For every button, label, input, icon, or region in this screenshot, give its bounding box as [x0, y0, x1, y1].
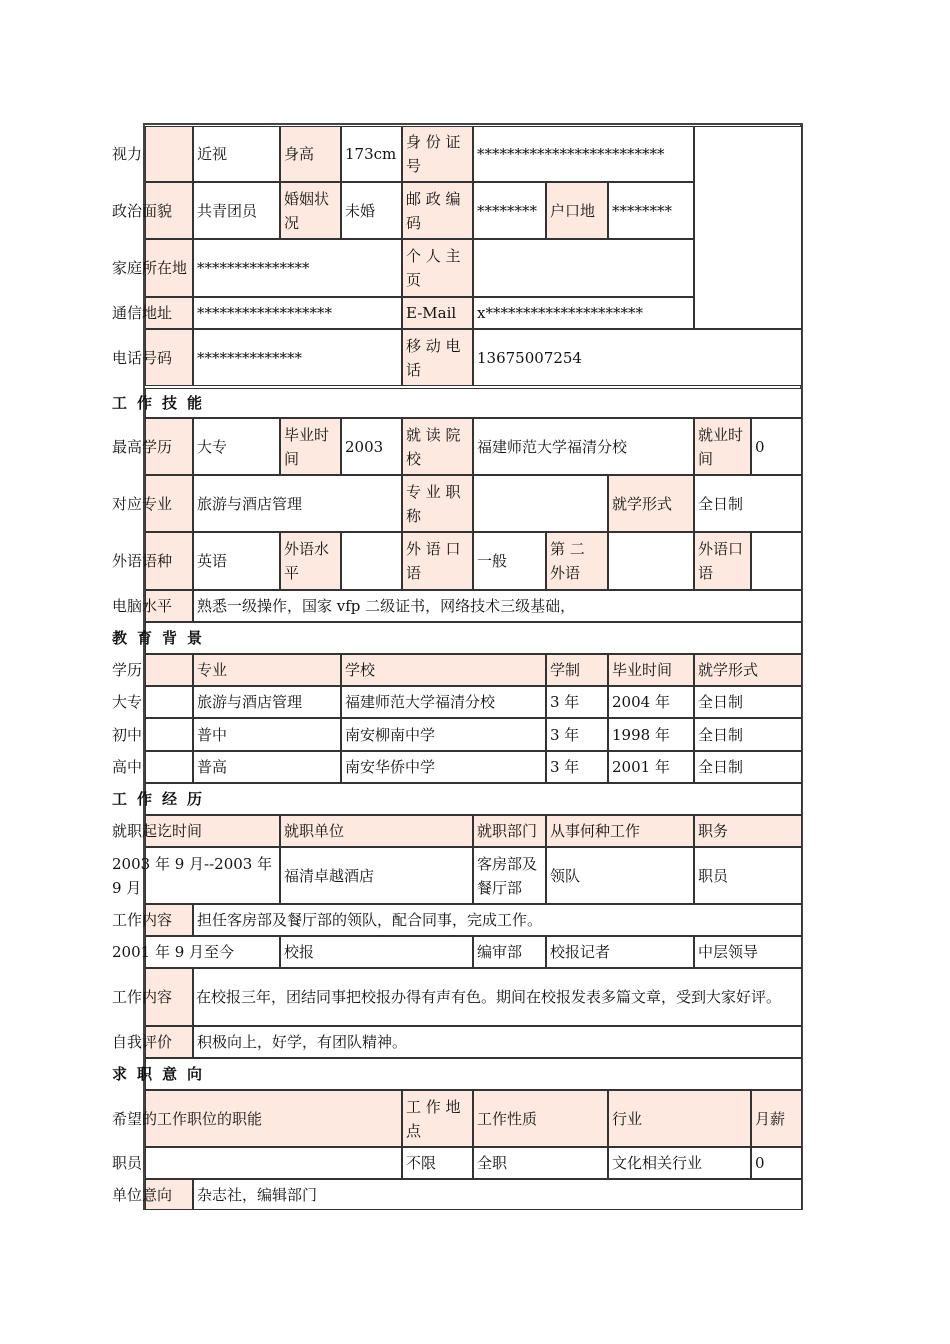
intent-industry-value: 文化相关行业	[608, 1147, 751, 1179]
job1-content: 担任客房部及餐厅部的领队，配合同事，完成工作。	[193, 904, 802, 936]
work-section-title: 工作经历	[112, 790, 213, 808]
oral-label: 外 语 口语	[402, 532, 473, 590]
grad-time-label: 毕业时间	[280, 418, 341, 475]
work-header-period: 就职起讫时间	[112, 822, 203, 840]
height-label: 身高	[280, 126, 341, 182]
edu-row-1-degree: 大专	[112, 693, 143, 711]
edu-header-degree-cell	[145, 654, 193, 686]
postal-value: ********	[473, 182, 546, 239]
school-value: 福建师范大学福清分校	[473, 418, 694, 475]
job2-employer: 校报	[280, 936, 473, 968]
oral2-value	[751, 532, 802, 590]
job1-title: 职员	[694, 847, 802, 904]
photo-cell	[694, 126, 802, 329]
job1-role: 领队	[546, 847, 694, 904]
intent-salary-value: 0	[751, 1147, 802, 1179]
edu-header-duration: 学制	[546, 654, 608, 686]
job1-dept: 客房部及餐厅部	[473, 847, 546, 904]
education-section-title: 教育背景	[112, 629, 213, 647]
intent-location-label: 工 作 地点	[402, 1090, 473, 1147]
postal-label: 邮 政 编码	[402, 182, 473, 239]
skills-section-title: 工作技能	[112, 394, 213, 412]
edu-row-1-form: 全日制	[694, 686, 802, 718]
job2-content-label: 工作内容	[112, 988, 173, 1006]
work-section-row	[145, 783, 802, 815]
edu-row-3-duration: 3 年	[546, 751, 608, 783]
edu-row-2-school: 南安柳南中学	[341, 718, 546, 751]
homepage-value	[473, 239, 694, 297]
intent-location-value: 不限	[402, 1147, 473, 1179]
marital-label: 婚姻状况	[280, 182, 341, 239]
home-value: ***************	[193, 239, 402, 297]
edu-value: 大专	[193, 418, 280, 475]
edu-label: 最高学历	[112, 437, 173, 456]
major-value: 旅游与酒店管理	[193, 475, 402, 532]
edu-row-3-major: 普高	[193, 751, 341, 783]
politics-value: 共青团员	[193, 182, 280, 239]
computer-label: 电脑水平	[112, 597, 173, 615]
lang-label: 外语语种	[112, 552, 173, 570]
intent-position-label: 希望的工作职位的职能	[112, 1109, 263, 1128]
lang-value: 英语	[193, 532, 280, 590]
form-value: 全日制	[694, 475, 802, 532]
job2-role: 校报记者	[546, 936, 694, 968]
marital-value: 未婚	[341, 182, 402, 239]
edu-header-degree: 学历	[112, 661, 143, 679]
education-section-row	[145, 622, 802, 654]
edu-row-3-form: 全日制	[694, 751, 802, 783]
job1-period: 2003 年 9 月--2003 年 9 月	[112, 854, 273, 897]
job1-employer: 福清卓越酒店	[280, 847, 473, 904]
hukou-label: 户口地	[546, 182, 608, 239]
lang-level-label: 外语水平	[280, 532, 341, 590]
phone-label: 电话号码	[112, 348, 173, 367]
work-header-employer: 就职单位	[280, 815, 473, 847]
oral2-label: 外语口语	[694, 532, 751, 590]
skills-section-row	[145, 388, 802, 418]
intent-nature-value: 全职	[473, 1147, 608, 1179]
address-label: 通信地址	[112, 304, 173, 322]
edu-row-1-grad: 2004 年	[608, 686, 694, 718]
school-label: 就 读 院校	[402, 418, 473, 475]
vision-label: 视力	[112, 145, 143, 163]
vision-label-cell	[145, 126, 193, 182]
intent-industry-label: 行业	[608, 1090, 751, 1147]
grad-time-value: 2003	[341, 418, 402, 475]
job2-dept: 编审部	[473, 936, 546, 968]
work-header-role: 从事何种工作	[546, 815, 694, 847]
hukou-value: ********	[608, 182, 694, 239]
edu-header-major: 专业	[193, 654, 341, 686]
email-value: x*********************	[473, 297, 694, 329]
work-header-dept: 就职部门	[473, 815, 546, 847]
homepage-label: 个 人 主页	[402, 239, 473, 297]
edu-header-grad: 毕业时间	[608, 654, 694, 686]
study-time-value: 0	[751, 418, 802, 475]
work-header-title: 职务	[694, 815, 802, 847]
job1-content-label: 工作内容	[112, 911, 173, 929]
title-value	[473, 475, 608, 532]
edu-row-3-degree: 高中	[112, 758, 143, 776]
edu-row-2-degree: 初中	[112, 725, 143, 744]
intent-section-title: 求职意向	[112, 1065, 213, 1083]
unit-intent-label: 单位意向	[112, 1185, 173, 1204]
self-eval-label: 自我评价	[112, 1033, 173, 1051]
edu-header-form: 就学形式	[694, 654, 802, 686]
edu-row-3-degree-cell	[145, 751, 193, 783]
second-lang-label: 第 二 外语	[546, 532, 608, 590]
edu-row-2-form: 全日制	[694, 718, 802, 751]
study-time-label: 就业时间	[694, 418, 751, 475]
phone-value: **************	[193, 329, 402, 386]
home-label: 家庭所在地	[112, 259, 188, 277]
edu-row-1-school: 福建师范大学福清分校	[341, 686, 546, 718]
email-label: E-Mail	[402, 297, 473, 329]
oral-value: 一般	[473, 532, 546, 590]
edu-row-1-duration: 3 年	[546, 686, 608, 718]
edu-row-3-grad: 2001 年	[608, 751, 694, 783]
intent-section-row	[145, 1058, 802, 1090]
title-label: 专 业 职称	[402, 475, 473, 532]
second-lang-value	[608, 532, 694, 590]
edu-row-2-major: 普中	[193, 718, 341, 751]
intent-position-value: 职员	[112, 1154, 143, 1172]
edu-header-school: 学校	[341, 654, 546, 686]
intent-salary-label: 月薪	[751, 1090, 802, 1147]
edu-row-1-major: 旅游与酒店管理	[193, 686, 341, 718]
job2-title: 中层领导	[694, 936, 802, 968]
job2-period: 2001 年 9 月至今	[112, 943, 235, 961]
major-label: 对应专业	[112, 494, 173, 513]
computer-value: 熟悉一级操作，国家 vfp 二级证书，网络技术三级基础，	[193, 590, 802, 622]
address-value: ******************	[193, 297, 402, 329]
edu-row-2-degree-cell	[145, 718, 193, 751]
intent-nature-label: 工作性质	[473, 1090, 608, 1147]
edu-row-2-grad: 1998 年	[608, 718, 694, 751]
mobile-value: 13675007254	[473, 329, 802, 386]
job2-content: 在校报三年，团结同事把校报办得有声有色。期间在校报发表多篇文章，受到大家好评。	[196, 988, 782, 1006]
lang-level-value	[341, 532, 402, 590]
politics-label: 政治面貌	[112, 201, 173, 220]
id-label: 身 份 证号	[402, 126, 473, 182]
self-eval-value: 积极向上，好学，有团队精神。	[193, 1026, 802, 1058]
edu-row-1-degree-cell	[145, 686, 193, 718]
unit-intent-value: 杂志社，编辑部门	[193, 1179, 802, 1210]
intent-position-value-cell	[145, 1147, 402, 1179]
mobile-label: 移 动 电话	[402, 329, 473, 386]
form-label: 就学形式	[608, 475, 694, 532]
vision-value: 近视	[193, 126, 280, 182]
edu-row-2-duration: 3 年	[546, 718, 608, 751]
height-value: 173cm	[341, 126, 402, 182]
edu-row-3-school: 南安华侨中学	[341, 751, 546, 783]
id-value: *************************	[473, 126, 694, 182]
